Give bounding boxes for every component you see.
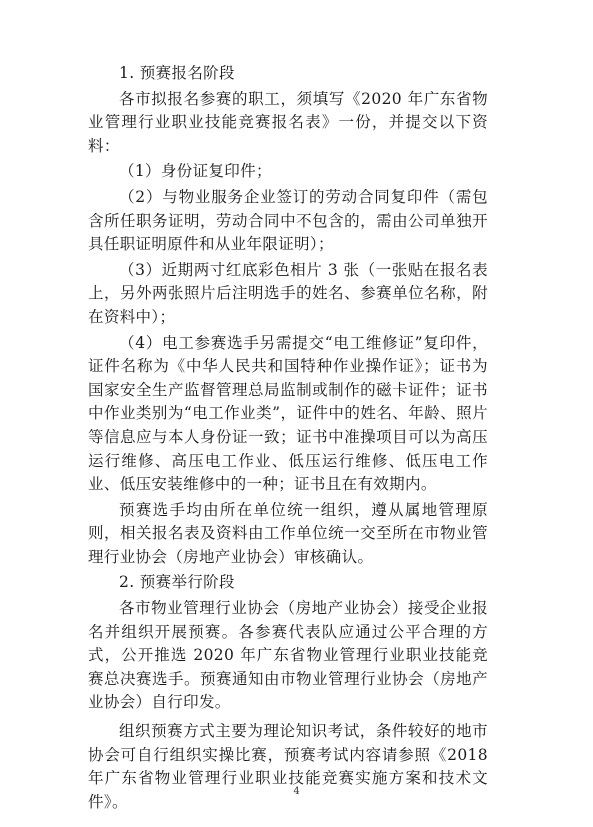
section-heading-preliminary: 2. 预赛举行阶段 [119,573,235,592]
document-body [88,62,488,814]
paragraph-organization: 预赛选手均由所在单位统一组织，遵从属地管理原则，相关报名表及资料由工作单位统一交至所在市物业管理行业协会（房地产业协会）审核确认。 [88,500,488,566]
paragraph-preliminary-conduct: 各市物业管理行业协会（房地产业协会）接受企业报名并组织开展预赛。各参赛代表队应通过公平合理的方式，公开推选 2020 年广东省物业管理行业职业技能竞赛总决赛选手。预赛通知由市物业管理行业协会（房地产业协会）自行印发。 [88,599,488,712]
list-item-photos: （3）近期两寸红底彩色相片 3 张（一张贴在报名表上，另外两张照片后注明选手的姓名、参赛单位名称，附在资料中）； [88,260,488,326]
list-item-labor-contract: （2）与物业服务企业签订的劳动合同复印件（需包含所任职务证明，劳动合同中不包含的，需由公司单独开具任职证明原件和从业年限证明）； [88,187,488,254]
page-number: 4 [293,786,300,797]
section-heading-registration: 1. 预赛报名阶段 [119,64,235,82]
paragraph-registration-intro: 各市拟报名参赛的职工，须填写《2020 年广东省物业管理行业职业技能竞赛报名表》一份，并提交以下资料： [88,89,488,155]
list-item-id-copy: （1）身份证复印件； [119,162,272,181]
paragraph-preliminary-format: 组织预赛方式主要为理论知识考试，条件较好的地市协会可自行组织实操比赛，预赛考试内容请参照《2018 年广东省物业管理行业职业技能竞赛实施方案和技术文件》。 [88,722,488,811]
list-item-electrician-certificate: （4）电工参赛选手另需提交“电工维修证”复印件，证件名称为《中华人民共和国特种作业操作证》；证书为国家安全生产监督管理总局监制或制作的磁卡证件；证书中作业类别为“电工作业类”，证件中的姓名、年龄、照片等信息应与本人身份证一致；证书中准操项目可以为高压运行维修、高压电工作业、低压运行维修、低压电工作业、低压安装维修中的一种；证书且在有效期内。 [88,333,488,494]
